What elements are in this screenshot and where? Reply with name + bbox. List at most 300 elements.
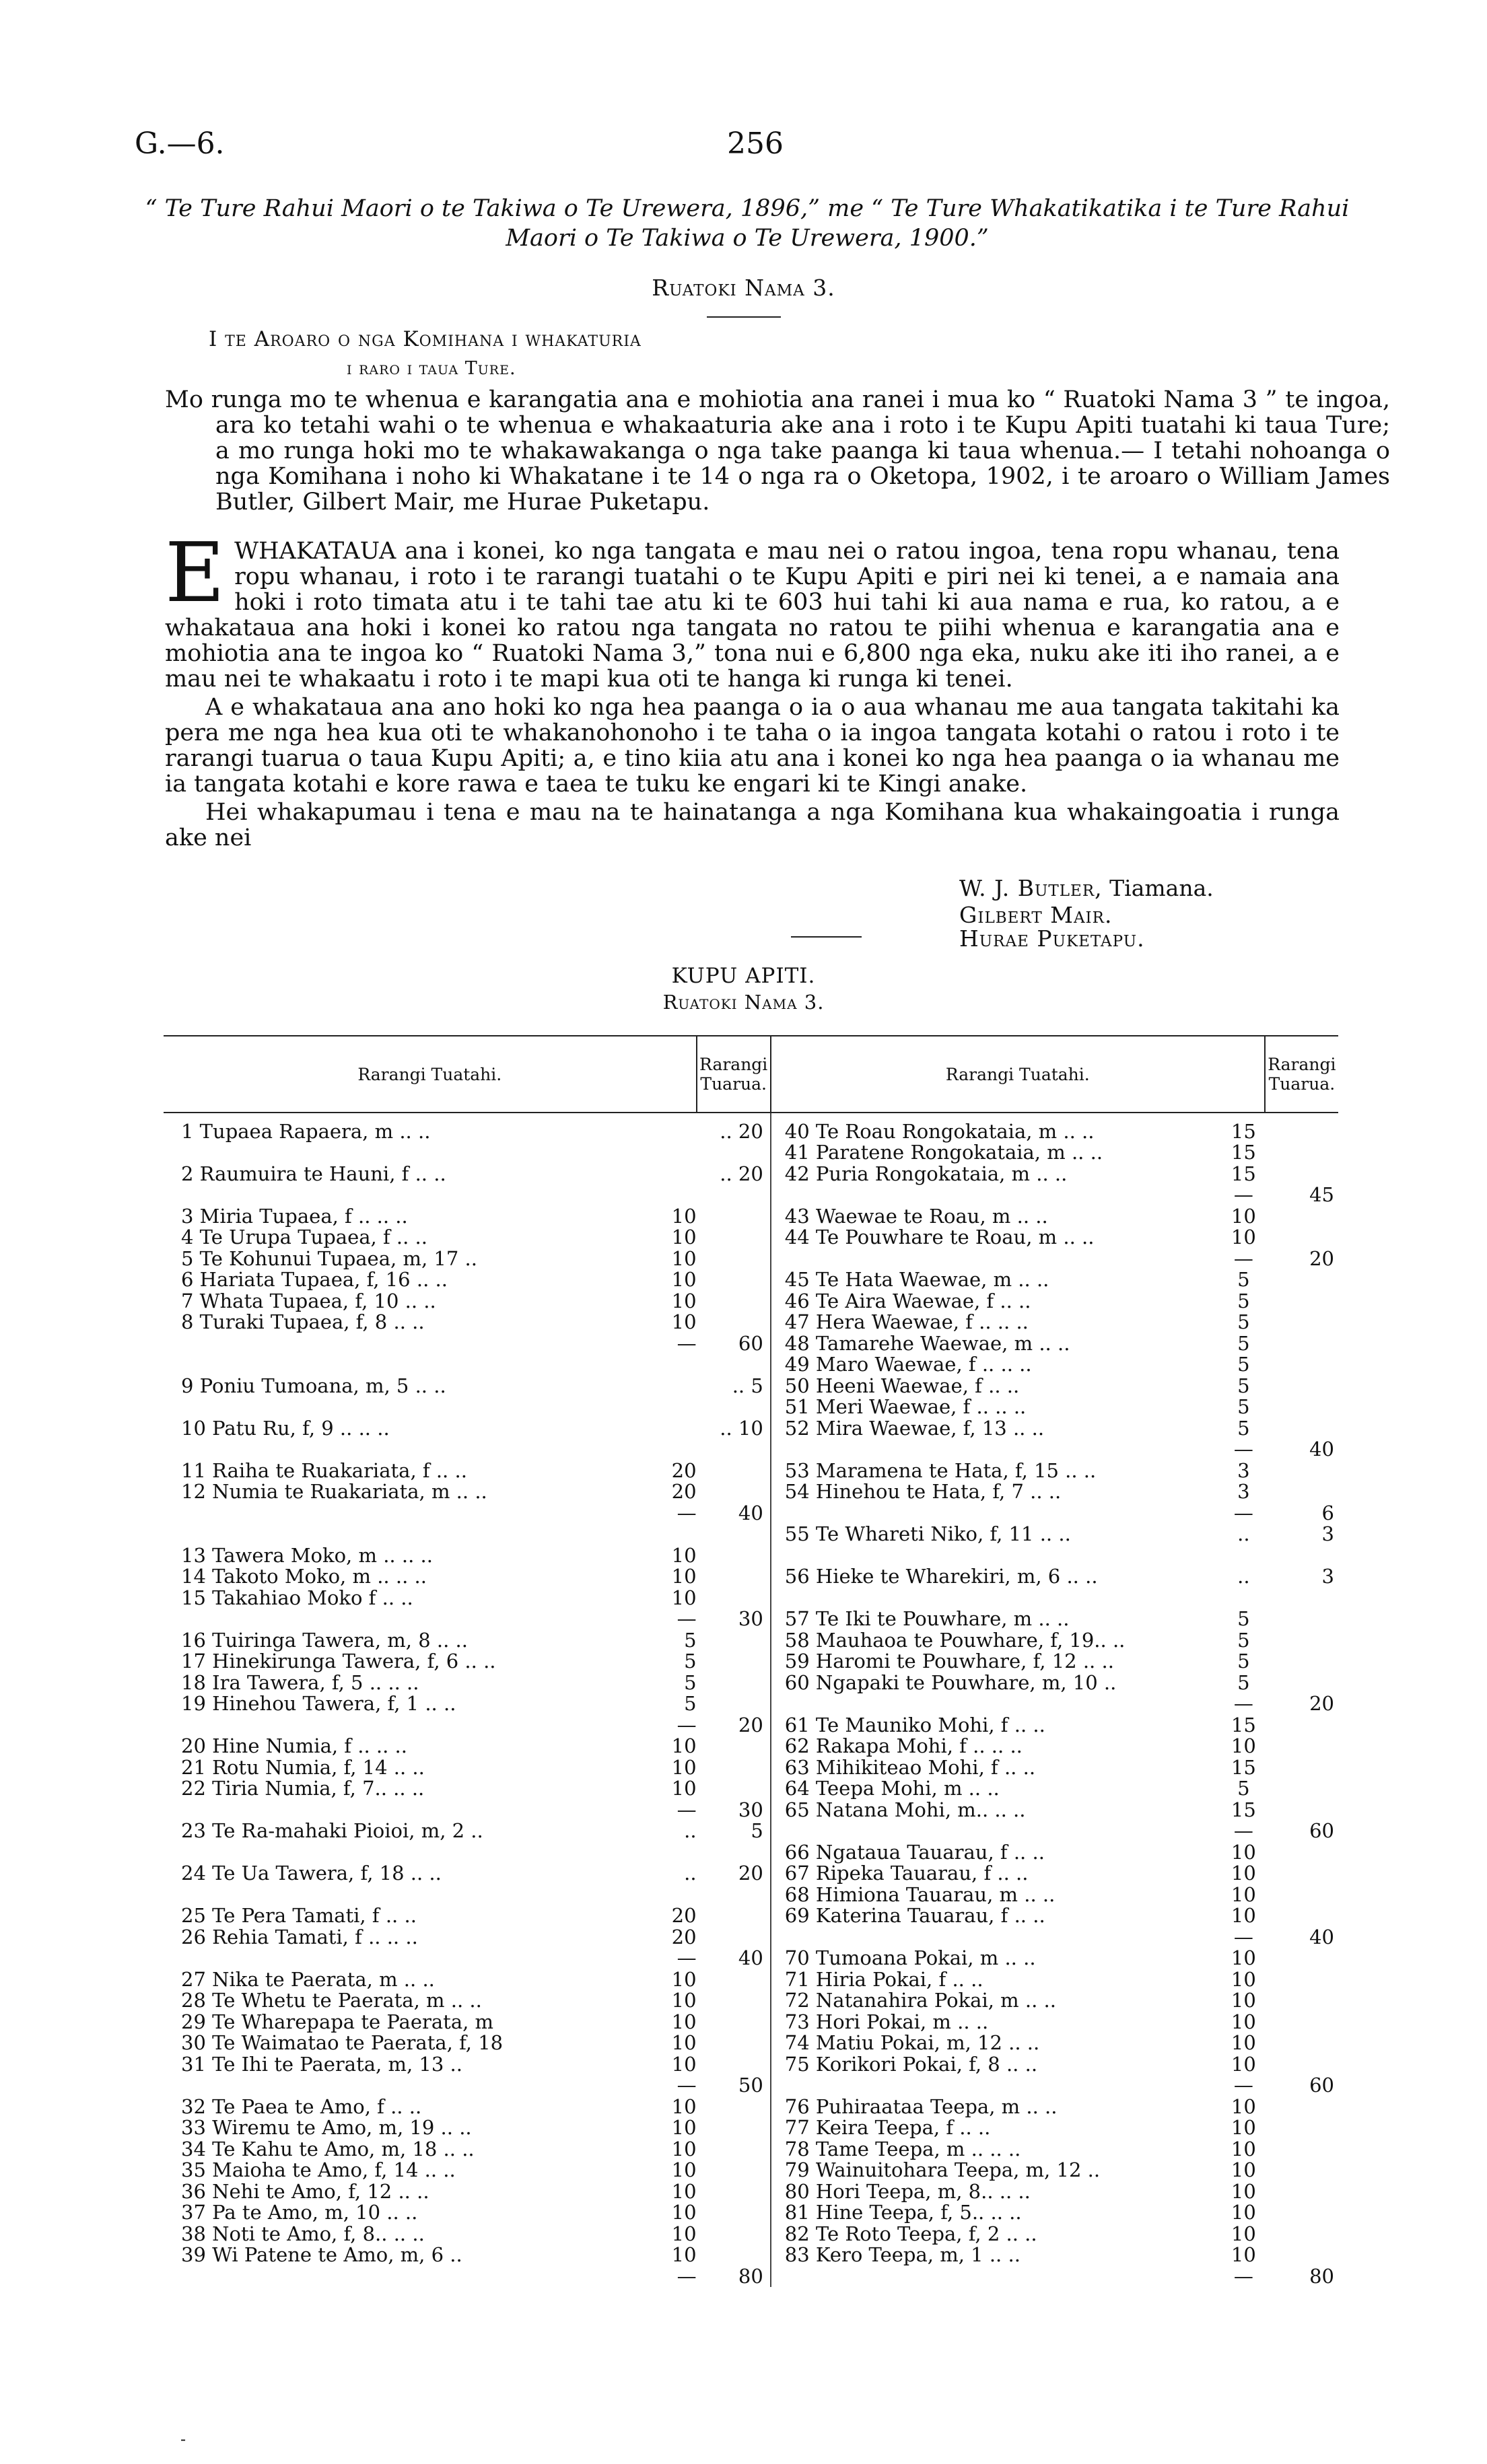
page-ref: G.—6. (135, 127, 225, 161)
table-row (164, 1863, 1338, 1885)
owner-left: 24 Te Ua Tawera, f, 18 .. .. (181, 1862, 442, 1885)
subtotal-right (1265, 1948, 1338, 1969)
subtotal-left: .. 5 (697, 1376, 771, 1397)
share-left (654, 1113, 697, 1142)
share-left: 10 (671, 2243, 697, 2266)
subtotal-left: 40 (697, 1503, 771, 1524)
subtotal-right (1265, 2117, 1338, 2139)
share-right: — (1233, 2264, 1253, 2288)
share-left: 10 (671, 1967, 697, 1991)
owner-left: 18 Ira Tawera, f, 5 .. .. .. (181, 1670, 419, 1694)
owner-right: 72 Natanahira Pokai, m .. .. (784, 1989, 1056, 2012)
owner-left: 22 Tiria Numia, f, 7.. .. .. (181, 1777, 425, 1800)
share-left: 10 (671, 2222, 697, 2245)
owner-left: 39 Wi Patene te Amo, m, 6 .. (181, 2243, 462, 2266)
table-row (164, 1312, 1338, 1333)
owner-right: 41 Paratene Rongokataia, m .. .. (784, 1141, 1103, 1164)
owner-left (164, 1397, 654, 1418)
subtotal-left (697, 2160, 771, 2181)
subtotal-left (697, 1185, 771, 1206)
share-right: 5 (1237, 1353, 1250, 1376)
subtotal-left: 80 (697, 2266, 771, 2288)
subtotal-right: 3 (1321, 1522, 1334, 1545)
table-row (164, 1778, 1338, 1800)
subtotal-right (1265, 1142, 1338, 1164)
owner-left (164, 1142, 654, 1164)
subtotal-right (1265, 1354, 1338, 1376)
subtotal-left (697, 2054, 771, 2076)
owner-left (164, 1524, 654, 1545)
owner-left: 26 Rehia Tamati, f .. .. .. (181, 1925, 418, 1948)
share-right: — (1233, 1819, 1253, 1842)
subtotal-left: .. 10 (697, 1418, 771, 1440)
subtotal-left (697, 1673, 771, 1694)
share-right: 10 (1231, 2116, 1256, 2139)
table-header-row (164, 1036, 1338, 1113)
subtotal-left (697, 1206, 771, 1228)
share-left: .. (684, 1862, 697, 1885)
share-left: 10 (671, 1543, 697, 1567)
subtotal-left (697, 1397, 771, 1418)
owner-right: 77 Keira Teepa, f .. .. (784, 2116, 991, 2139)
subtotal-left (697, 1927, 771, 1948)
owner-left (164, 2266, 654, 2288)
table-row (164, 1990, 1338, 2012)
owner-left (164, 2075, 654, 2097)
owner-left: 31 Te Ihi te Paerata, m, 13 .. (181, 2052, 462, 2076)
subtotal-right: 60 (1309, 2074, 1334, 2097)
owner-right: 71 Hiria Pokai, f .. .. (784, 1967, 983, 1991)
owner-left (164, 1885, 654, 1906)
owner-left: 38 Noti te Amo, f, 8.. .. .. (181, 2222, 425, 2245)
signature-mair: Gilbert Mair. (959, 902, 1113, 928)
table-row (164, 1566, 1338, 1588)
share-right: 15 (1231, 1141, 1256, 1164)
share-right: 10 (1231, 2031, 1256, 2054)
subtotal-left: 50 (697, 2075, 771, 2097)
header-second-list-right: Rarangi Tuarua. (1265, 1036, 1338, 1113)
intro-paragraph: Mo runga mo te whenua e karangatia ana e mohiotia ana ranei i mua ko “ Ruatoki Nama 3 ” te ingoa, ara ko tetahi wahi o te whenua e whakaaturia ake ana i roto i te Kupu Apiti tuatahi ki taua Ture; a mo runga hoki mo te whakawakanga o nga take paanga ki taua whenua.— I tetahi nohoanga o nga Komihana i noho ki Whakatane i te 14 o nga ra o Oketopa, 1902, i te aroaro o William James Butler, Gilbert Mair, me Hurae Puketapu. (165, 386, 1390, 516)
table-row (164, 1588, 1338, 1609)
subtotal-left (697, 1312, 771, 1333)
table-row (164, 1927, 1338, 1948)
subtotal-left (697, 1142, 771, 1164)
subtotal-right (1265, 1481, 1338, 1503)
subtotal-right (1265, 1418, 1338, 1440)
subtotal-left (697, 1524, 771, 1545)
owner-right (771, 1545, 1222, 1567)
subtotal-right (1265, 1609, 1338, 1630)
share-left (654, 1885, 697, 1906)
subtotal-right (1265, 1397, 1338, 1418)
share-right (1222, 1588, 1265, 1609)
share-left: .. (684, 1819, 697, 1842)
subtotal-right (1265, 1673, 1338, 1694)
owner-right: 51 Meri Waewae, f .. .. .. (784, 1395, 1027, 1418)
share-right: 5 (1237, 1374, 1250, 1397)
owner-left: 8 Turaki Tupaea, f, 8 .. .. (181, 1310, 425, 1333)
subtotal-right (1265, 1736, 1338, 1757)
owner-right: 62 Rakapa Mohi, f .. .. .. (784, 1734, 1023, 1757)
subtotal-right: 40 (1309, 1925, 1334, 1948)
owner-right: 73 Hori Pokai, m .. .. (784, 2010, 989, 2033)
subtotal-left (697, 2097, 771, 2118)
owner-left: 17 Hinekirunga Tawera, f, 6 .. .. (181, 1650, 496, 1673)
table-row (164, 1397, 1338, 1418)
share-right: 10 (1231, 1967, 1256, 1991)
share-left: 10 (671, 2179, 697, 2203)
subtotal-right (1265, 1885, 1338, 1906)
table-row (164, 1376, 1338, 1397)
owner-left (164, 1354, 654, 1376)
share-right: 10 (1231, 1840, 1256, 1864)
share-left: 10 (671, 1565, 697, 1588)
owner-left: 13 Tawera Moko, m .. .. .. (181, 1543, 433, 1567)
owner-right (771, 1693, 1222, 1715)
subtotal-left (697, 1460, 771, 1482)
owner-left: 10 Patu Ru, f, 9 .. .. .. (181, 1416, 390, 1440)
shares-paragraph: A e whakataua ana ano hoki ko nga hea paanga o ia o aua whanau me aua tangata takitahi ka pera me nga hea kua oti te whakanohonoho i te taha o ia ingoa tangata kotahi o ratou i roto i te rarangi tuarua o taua Kupu Apiti; a, e tino kiia atu ana i konei ko nga hea paanga o ia whanau me ia tangata kotahi e kore rawa e taea te tuku ke engari ki te Kingi anake. (165, 694, 1340, 798)
table-row (164, 2202, 1338, 2224)
owner-right: 58 Mauhaoa te Pouwhare, f, 19.. .. (784, 1628, 1126, 1652)
subtotal-right (1265, 2224, 1338, 2245)
share-right: 15 (1231, 1798, 1256, 1821)
owner-left (164, 1503, 654, 1524)
share-right: 10 (1231, 2158, 1256, 2181)
owner-right: 42 Puria Rongokataia, m .. .. (784, 1162, 1068, 1185)
share-left: 10 (671, 2010, 697, 2033)
share-right: 5 (1237, 1268, 1250, 1291)
subtotal-right (1265, 1863, 1338, 1885)
subtotal-left: 30 (697, 1800, 771, 1821)
owner-left: 25 Te Pera Tamati, f .. .. (181, 1904, 417, 1927)
table-row (164, 1609, 1338, 1630)
subtotal-left (697, 1291, 771, 1312)
subtotal-right (1265, 2245, 1338, 2266)
appendix-subtitle: Ruatoki Nama 3. (662, 991, 825, 1014)
table-row (164, 1206, 1338, 1228)
owner-right: 56 Hieke te Wharekiri, m, 6 .. .. (784, 1565, 1098, 1588)
table-row (164, 2245, 1338, 2266)
table-row (164, 1142, 1338, 1164)
share-left: 10 (671, 1289, 697, 1312)
owner-left (164, 1439, 654, 1460)
share-right: 5 (1237, 1416, 1250, 1440)
share-right (1222, 1545, 1265, 1567)
appendix-title: KUPU APITI. (671, 964, 816, 988)
owner-right: 45 Te Hata Waewae, m .. .. (784, 1268, 1049, 1291)
owner-left: 23 Te Ra-mahaki Pioioi, m, 2 .. (181, 1819, 483, 1842)
owner-right: 44 Te Pouwhare te Roau, m .. .. (784, 1226, 1095, 1248)
owner-left: 29 Te Wharepapa te Paerata, m (181, 2010, 494, 2033)
table-row (164, 1948, 1338, 1969)
subtotal-right (1265, 1545, 1338, 1567)
owner-right: 43 Waewae te Roau, m .. .. (784, 1204, 1048, 1228)
subtotal-right (1265, 1757, 1338, 1779)
subtotal-right (1265, 1269, 1338, 1291)
subtotal-right (1265, 1630, 1338, 1652)
share-right: 5 (1237, 1628, 1250, 1652)
subtotal-right: 40 (1309, 1438, 1334, 1460)
share-left: 5 (684, 1628, 697, 1652)
header-first-list-right: Rarangi Tuatahi. (771, 1036, 1265, 1113)
table-row (164, 1736, 1338, 1757)
share-right: 10 (1231, 2179, 1256, 2203)
share-right: 15 (1231, 1755, 1256, 1779)
owner-right: 49 Maro Waewae, f .. .. .. (784, 1353, 1032, 1376)
share-left: 20 (671, 1458, 697, 1482)
owner-left: 28 Te Whetu te Paerata, m .. .. (181, 1989, 482, 2012)
table-body (164, 1113, 1338, 2287)
share-left (654, 1354, 697, 1376)
subtotal-left (697, 1588, 771, 1609)
share-right: 10 (1231, 1946, 1256, 1969)
share-right: 10 (1231, 2201, 1256, 2224)
share-left (654, 1142, 697, 1164)
owner-left (164, 1609, 654, 1630)
owner-left: 4 Te Urupa Tupaea, f .. .. (181, 1226, 427, 1248)
order-paragraph (165, 525, 1340, 693)
share-left (654, 1418, 697, 1440)
share-right: 5 (1237, 1395, 1250, 1418)
subtotal-right (1265, 1206, 1338, 1228)
table-row (164, 1842, 1338, 1864)
share-right: 15 (1231, 1119, 1256, 1143)
subtotal-right (1265, 1588, 1338, 1609)
share-right: 10 (1231, 2095, 1256, 2118)
table-row (164, 2117, 1338, 2139)
owner-right: 78 Tame Teepa, m .. .. .. (784, 2137, 1021, 2160)
owner-left: 20 Hine Numia, f .. .. .. (181, 1734, 407, 1757)
share-right: 10 (1231, 1204, 1256, 1228)
table-row (164, 1630, 1338, 1652)
share-left: 10 (671, 1755, 697, 1779)
subtotal-left (697, 2139, 771, 2160)
subtotal-right (1265, 1842, 1338, 1864)
owner-left: 32 Te Paea te Amo, f .. .. (181, 2095, 422, 2118)
table-row (164, 1354, 1338, 1376)
owner-left: 15 Takahiao Moko f .. .. (181, 1586, 413, 1609)
signature-butler-title: Tiamana. (1109, 875, 1214, 901)
share-left (654, 1164, 697, 1185)
share-right: 5 (1237, 1331, 1250, 1355)
share-left (654, 1524, 697, 1545)
share-left: 10 (671, 2052, 697, 2076)
share-left: 10 (671, 1989, 697, 2012)
subtotal-left (697, 1842, 771, 1864)
share-right: — (1233, 2074, 1253, 2097)
court-heading-line1: I te Aroaro o nga Komihana i whakaturia (209, 327, 642, 351)
subtotal-left (697, 2012, 771, 2033)
share-left: 10 (671, 2031, 697, 2054)
subtotal-left: 40 (697, 1948, 771, 1969)
share-right: 5 (1237, 1310, 1250, 1333)
subtotal-left: 20 (697, 1715, 771, 1736)
share-right: 10 (1231, 2052, 1256, 2076)
subtotal-left (697, 1990, 771, 2012)
table-row (164, 1185, 1338, 1206)
document-title: “ Te Ture Rahui Maori o te Takiwa o Te Urewera, 1896,” me “ Te Ture Whakatikatika i te Ture Rahui Maori o Te Takiwa o Te Urewera, 1900.” (145, 195, 1350, 252)
share-left: 10 (671, 1226, 697, 1248)
subtotal-right: 20 (1309, 1692, 1334, 1715)
subtotal-right (1265, 2202, 1338, 2224)
owner-right: 53 Maramena te Hata, f, 15 .. .. (784, 1458, 1097, 1482)
subtotal-left (697, 1630, 771, 1652)
owner-right (771, 1821, 1222, 1842)
table-row (164, 2224, 1338, 2245)
table-row (164, 1969, 1338, 1991)
owner-left (164, 1333, 654, 1355)
table-row (164, 1821, 1338, 1842)
owner-left: 12 Numia te Ruakariata, m .. .. (181, 1480, 487, 1503)
table-row (164, 1291, 1338, 1312)
owner-left: 9 Poniu Tumoana, m, 5 .. .. (181, 1374, 446, 1397)
header-first-list-left: Rarangi Tuatahi. (164, 1036, 697, 1113)
owner-right: 48 Tamarehe Waewae, m .. .. (784, 1331, 1070, 1355)
share-left: 5 (684, 1670, 697, 1694)
owner-right: 61 Te Mauniko Mohi, f .. .. (784, 1713, 1045, 1736)
subtotal-left (697, 1354, 771, 1376)
subtotal-right (1265, 1778, 1338, 1800)
owner-left: 7 Whata Tupaea, f, 10 .. .. (181, 1289, 436, 1312)
owner-left: 5 Te Kohunui Tupaea, m, 17 .. (181, 1246, 477, 1270)
owner-left: 2 Raumuira te Hauni, f .. .. (181, 1162, 446, 1185)
owner-right: 57 Te Iki te Pouwhare, m .. .. (784, 1607, 1070, 1630)
owner-right: 70 Tumoana Pokai, m .. .. (784, 1946, 1036, 1969)
owner-left: 27 Nika te Paerata, m .. .. (181, 1967, 435, 1991)
owner-right: 75 Korikori Pokai, f, 8 .. .. (784, 2052, 1038, 2076)
share-left: 10 (671, 1310, 697, 1333)
share-left: 10 (671, 2137, 697, 2160)
table-row (164, 1673, 1338, 1694)
subtotal-left: 60 (697, 1333, 771, 1355)
table-row (164, 2266, 1338, 2288)
table-row (164, 2033, 1338, 2054)
table-row (164, 2181, 1338, 2203)
owner-right: 46 Te Aira Waewae, f .. .. (784, 1289, 1031, 1312)
subtotal-left (697, 1905, 771, 1927)
table-row (164, 1905, 1338, 1927)
table-row (164, 2139, 1338, 2160)
owner-right: 50 Heeni Waewae, f .. .. (784, 1374, 1020, 1397)
share-right: .. (1237, 1565, 1250, 1588)
owner-right: 65 Natana Mohi, m.. .. .. (784, 1798, 1026, 1821)
table-row (164, 2160, 1338, 2181)
table-row (164, 2054, 1338, 2076)
share-left: 20 (671, 1480, 697, 1503)
subtotal-right (1265, 1905, 1338, 1927)
owner-right (771, 1248, 1222, 1270)
share-right: 10 (1231, 1734, 1256, 1757)
owner-right: 74 Matiu Pokai, m, 12 .. .. (784, 2031, 1040, 2054)
table-row (164, 1757, 1338, 1779)
table-row (164, 1885, 1338, 1906)
table-row (164, 1439, 1338, 1460)
subtotal-right: 45 (1309, 1183, 1334, 1206)
owner-left: 33 Wiremu te Amo, m, 19 .. .. (181, 2116, 472, 2139)
owner-left: 34 Te Kahu te Amo, m, 18 .. .. (181, 2137, 475, 2160)
subtotal-right (1265, 2033, 1338, 2054)
share-left: — (677, 1331, 697, 1355)
owner-left: 11 Raiha te Ruakariata, f .. .. (181, 1458, 467, 1482)
share-left: 20 (671, 1904, 697, 1927)
owner-right: 66 Ngataua Tauarau, f .. .. (784, 1840, 1045, 1864)
owner-right: 52 Mira Waewae, f, 13 .. .. (784, 1416, 1045, 1440)
owner-left (164, 1800, 654, 1821)
closing-paragraph: Hei whakapumau i tena e mau na te hainatanga a nga Komihana kua whakaingoatia i runga ake nei (165, 799, 1340, 851)
share-right: 5 (1237, 1607, 1250, 1630)
table-row (164, 1800, 1338, 1821)
owner-left (164, 1185, 654, 1206)
subtotal-left: 20 (697, 1863, 771, 1885)
table-row (164, 2097, 1338, 2118)
owner-left: 1 Tupaea Rapaera, m .. .. (181, 1119, 431, 1143)
share-left: 10 (671, 1268, 697, 1291)
owner-right: 69 Katerina Tauarau, f .. .. (784, 1904, 1045, 1927)
share-left: 10 (671, 2201, 697, 2224)
land-shares-table (164, 1035, 1338, 2287)
owner-right (771, 1439, 1222, 1460)
share-right: — (1233, 1692, 1253, 1715)
page-mark: - (180, 2430, 186, 2449)
owner-right: 47 Hera Waewae, f .. .. .. (784, 1310, 1029, 1333)
subtotal-right (1265, 1969, 1338, 1991)
share-left: — (677, 1798, 697, 1821)
subtotal-right (1265, 2139, 1338, 2160)
owner-right: 68 Himiona Tauarau, m .. .. (784, 1882, 1056, 1906)
owner-left (164, 1842, 654, 1864)
subtotal-right (1265, 1113, 1338, 1142)
subtotal-right (1265, 2012, 1338, 2033)
subtotal-left: 30 (697, 1609, 771, 1630)
subtotal-right (1265, 1460, 1338, 1482)
share-right: — (1233, 1438, 1253, 1460)
subtotal-right (1265, 1990, 1338, 2012)
table-row (164, 1460, 1338, 1482)
share-right: — (1233, 1183, 1253, 1206)
title-rule (707, 316, 781, 318)
table-row (164, 2075, 1338, 2097)
share-right: .. (1237, 1522, 1250, 1545)
owner-right: 82 Te Roto Teepa, f, 2 .. .. (784, 2222, 1037, 2245)
share-right: 10 (1231, 1226, 1256, 1248)
owner-right (771, 1185, 1222, 1206)
subtotal-right (1265, 2054, 1338, 2076)
share-right: 10 (1231, 2243, 1256, 2266)
court-heading-line2: i raro i taua Ture. (347, 358, 516, 379)
owner-right: 80 Hori Teepa, m, 8.. .. .. (784, 2179, 1031, 2203)
subtotal-right (1265, 1651, 1338, 1673)
owner-right: 83 Kero Teepa, m, 1 .. .. (784, 2243, 1021, 2266)
subtotal-left: 5 (697, 1821, 771, 1842)
share-left (654, 1376, 697, 1397)
share-left (654, 1439, 697, 1460)
share-right: — (1233, 1246, 1253, 1270)
subtotal-left (697, 2117, 771, 2139)
owner-left: 19 Hinehou Tawera, f, 1 .. .. (181, 1692, 456, 1715)
subtotal-right: 6 (1321, 1501, 1334, 1524)
order-text: WHAKATAUA ana i konei, ko nga tangata e mau nei o ratou ingoa, tena ropu whanau, tena ropu whanau, i roto i te rarangi tuatahi o te Kupu Apiti e piri nei ki tenei, a e namaia ana hoki i roto timata atu i te tahi tae atu ki te 603 hui tahi ki aua nama e rua, ko ratou, a e whakataua ana hoki i konei ko ratou nga tangata no ratou te piihi whenua e karangatia ana e mohiotia ana te ingoa ko “ Ruatoki Nama 3,” tona nui e 6,800 nga eka, nuku ake iti iho ranei, a e mau nei te whakaatu i roto i te mapi kua oti te hanga ki runga ki tenei. (165, 538, 1340, 693)
owner-right: 60 Ngapaki te Pouwhare, m, 10 .. (784, 1670, 1117, 1694)
share-left: — (677, 2074, 697, 2097)
owner-right (771, 1588, 1222, 1609)
subtotal-right (1265, 2160, 1338, 2181)
signature-butler-name: W. J. Butler, (959, 875, 1103, 901)
subtotal-left: .. 20 (697, 1164, 771, 1185)
share-right: 15 (1231, 1162, 1256, 1185)
subtotal-left (697, 1969, 771, 1991)
share-left: 10 (671, 2116, 697, 2139)
